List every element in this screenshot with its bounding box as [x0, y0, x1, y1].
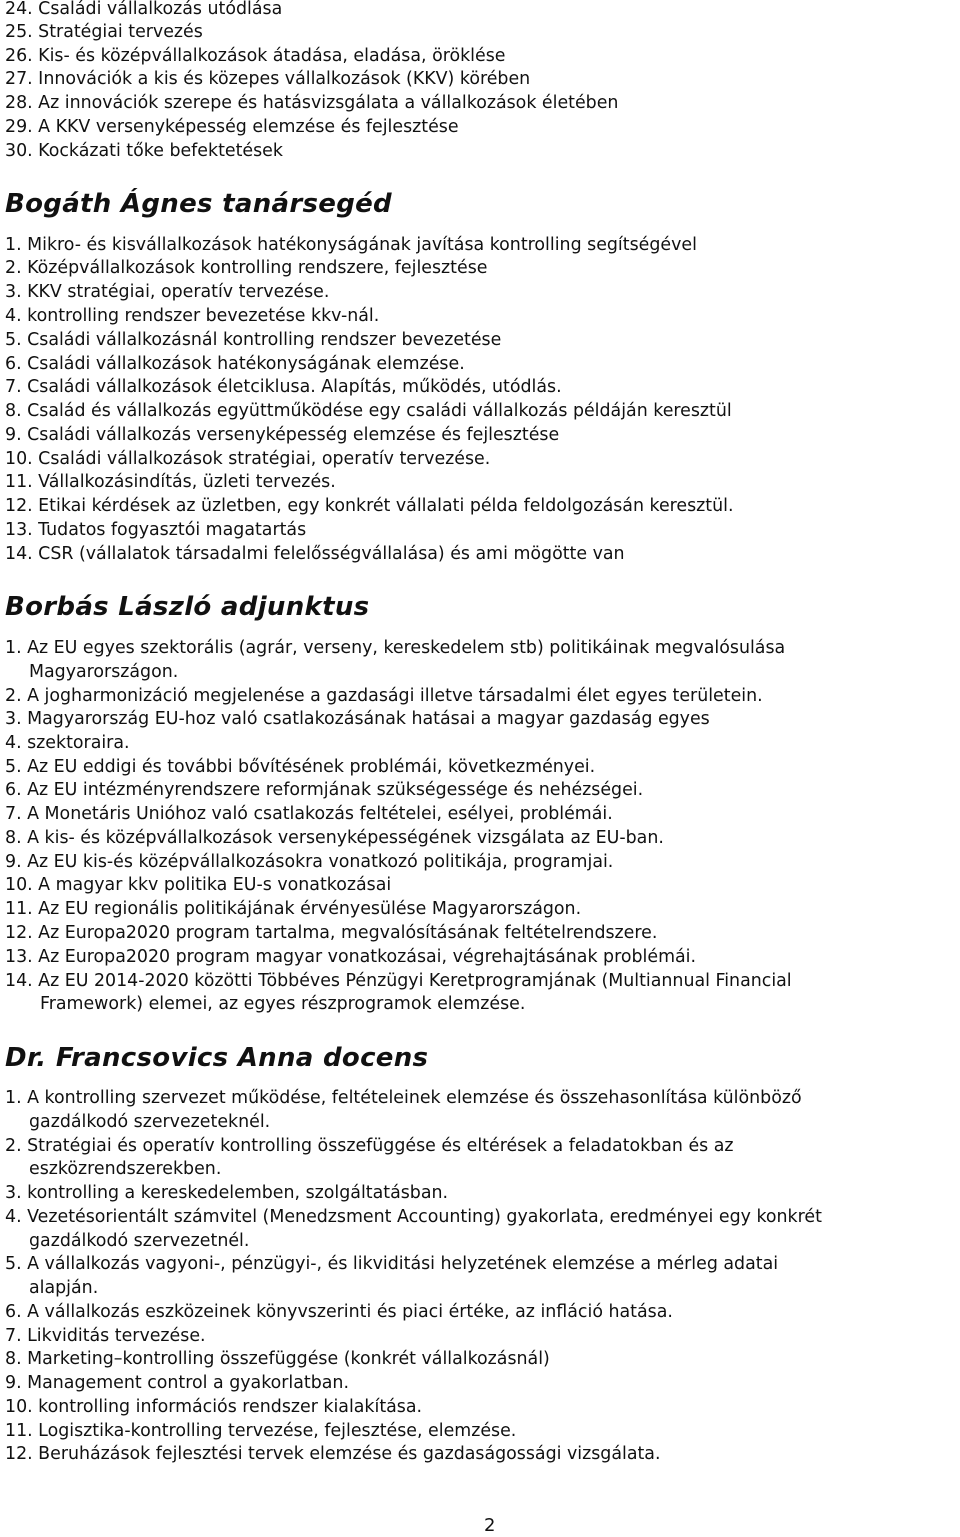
list-item: 12. Beruházások fejlesztési tervek elemzése és gazdaságossági vizsgálata. [5, 1444, 661, 1464]
list-item: 3. kontrolling a kereskedelemben, szolgáltatásban. [5, 1183, 449, 1203]
list-item: 5. A vállalkozás vagyoni-, pénzügyi-, és likviditási helyzetének elemzése a mérleg adatai [5, 1254, 779, 1274]
list-item: 2. Középvállalkozások kontrolling rendszere, fejlesztése [5, 258, 488, 278]
list-item: 30. Kockázati tőke befektetések [5, 141, 283, 161]
list-item: 7. A Monetáris Unióhoz való csatlakozás feltételei, esélyei, problémái. [5, 804, 613, 824]
list-item: 27. Innovációk a kis és közepes vállalkozások (KKV) körében [5, 69, 531, 89]
list-item: 12. Az Europa2020 program tartalma, megvalósításának feltételrendszere. [5, 923, 658, 943]
list-item: 10. Családi vállalkozások stratégiai, operatív tervezése. [5, 449, 491, 469]
section-heading: Dr. Francsovics Anna docens [5, 1043, 429, 1073]
list-item: 4. kontrolling rendszer bevezetése kkv-nál. [5, 306, 380, 326]
list-item: 8. Család és vállalkozás együttműködése egy családi vállalkozás példáján keresztül [5, 401, 732, 421]
list-item-continuation: alapján. [29, 1278, 99, 1298]
list-item: 9. Az EU kis-és középvállalkozásokra vonatkozó politikája, programjai. [5, 852, 614, 872]
list-item: 13. Tudatos fogyasztói magatartás [5, 520, 307, 540]
list-item: 4. szektoraira. [5, 733, 130, 753]
list-item: 2. A jogharmonizáció megjelenése a gazdasági illetve társadalmi élet egyes területein. [5, 686, 763, 706]
list-item-continuation: Magyarországon. [29, 662, 179, 682]
list-item: 4. Vezetésorientált számvitel (Menedzsment Accounting) gyakorlata, eredményei egy konkrét [5, 1207, 822, 1227]
list-item: 5. Családi vállalkozásnál kontrolling rendszer bevezetése [5, 330, 502, 350]
list-item: 14. Az EU 2014-2020 közötti Többéves Pénzügyi Keretprogramjának (Multiannual Financial [5, 971, 792, 991]
list-item-continuation: gazdálkodó szervezeteknél. [29, 1112, 271, 1132]
list-item: 5. Az EU eddigi és további bővítésének problémái, következményei. [5, 757, 596, 777]
section-heading: Borbás László adjunktus [5, 592, 370, 622]
list-item: 7. Családi vállalkozások életciklusa. Alapítás, működés, utódlás. [5, 377, 562, 397]
list-item: 26. Kis- és középvállalkozások átadása, eladása, öröklése [5, 46, 506, 66]
page-number: 2 [484, 1515, 496, 1536]
list-item: 24. Családi vállalkozás utódlása [5, 0, 283, 19]
list-item: 11. Vállalkozásindítás, üzleti tervezés. [5, 472, 336, 492]
list-item: 14. CSR (vállalatok társadalmi felelősségvállalása) és ami mögötte van [5, 544, 625, 564]
list-item: 7. Likviditás tervezése. [5, 1326, 206, 1346]
list-item: 6. Az EU intézményrendszere reformjának szükségessége és nehézségei. [5, 780, 644, 800]
list-item: 28. Az innovációk szerepe és hatásvizsgálata a vállalkozások életében [5, 93, 619, 113]
list-item: 11. Az EU regionális politikájának érvényesülése Magyarországon. [5, 899, 582, 919]
list-item: 6. A vállalkozás eszközeinek könyvszerinti és piaci értéke, az infláció hatása. [5, 1302, 673, 1322]
list-item: 8. Marketing–kontrolling összefüggése (konkrét vállalkozásnál) [5, 1349, 550, 1369]
list-item-continuation: eszközrendszerekben. [29, 1159, 222, 1179]
list-item: 12. Etikai kérdések az üzletben, egy konkrét vállalati példa feldolgozásán keresztül. [5, 496, 734, 516]
list-item: 9. Management control a gyakorlatban. [5, 1373, 349, 1393]
section-heading: Bogáth Ágnes tanársegéd [5, 189, 392, 219]
list-item: 10. kontrolling információs rendszer kialakítása. [5, 1397, 423, 1417]
list-item: 11. Logisztika-kontrolling tervezése, fejlesztése, elemzése. [5, 1421, 517, 1441]
list-item: 1. A kontrolling szervezet működése, feltételeinek elemzése és összehasonlítása különböző [5, 1088, 802, 1108]
list-item: 29. A KKV versenyképesség elemzése és fejlesztése [5, 117, 459, 137]
list-item: 13. Az Europa2020 program magyar vonatkozásai, végrehajtásának problémái. [5, 947, 697, 967]
list-item: 9. Családi vállalkozás versenyképesség elemzése és fejlesztése [5, 425, 560, 445]
list-item: 3. KKV stratégiai, operatív tervezése. [5, 282, 330, 302]
list-item-continuation: Framework) elemei, az egyes részprogramok elemzése. [40, 994, 526, 1014]
list-item: 1. Mikro- és kisvállalkozások hatékonyságának javítása kontrolling segítségével [5, 235, 697, 255]
list-item: 8. A kis- és középvállalkozások versenyképességének vizsgálata az EU-ban. [5, 828, 664, 848]
list-item: 6. Családi vállalkozások hatékonyságának elemzése. [5, 354, 465, 374]
list-item: 3. Magyarország EU-hoz való csatlakozásának hatásai a magyar gazdaság egyes [5, 709, 710, 729]
list-item: 2. Stratégiai és operatív kontrolling összefüggése és eltérések a feladatokban és az [5, 1136, 734, 1156]
list-item: 1. Az EU egyes szektorális (agrár, verseny, kereskedelem stb) politikáinak megvalósulása [5, 638, 786, 658]
list-item: 10. A magyar kkv politika EU-s vonatkozásai [5, 875, 392, 895]
list-item-continuation: gazdálkodó szervezetnél. [29, 1231, 250, 1251]
list-item: 25. Stratégiai tervezés [5, 22, 203, 42]
